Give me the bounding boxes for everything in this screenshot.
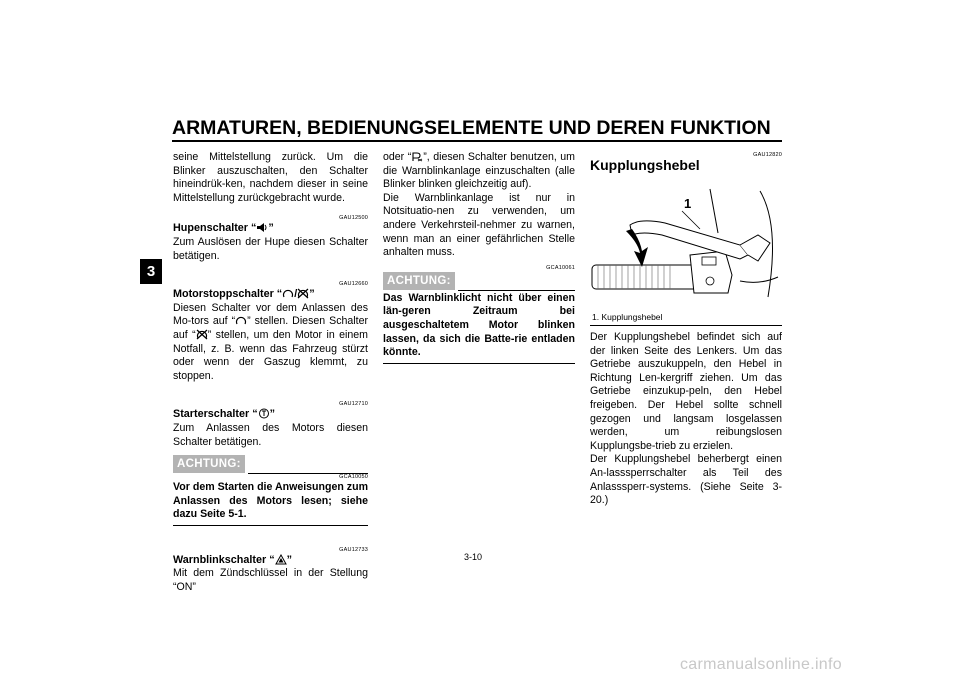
caution-rule (458, 290, 575, 291)
header-rule (172, 140, 782, 142)
starter-switch-text: Zum Anlassen des Motors diesen Schalter betätigen. (173, 421, 368, 448)
chapter-tab: 3 (140, 259, 162, 284)
column-3-body (590, 331, 782, 508)
parking-icon (411, 151, 423, 162)
horn-switch-text: Zum Auslösen der Hupe diesen Schalter betätigen. (173, 235, 368, 262)
page-header-title: ARMATUREN, BEDIENUNGSELEMENTE UND DEREN FUNKTION (172, 117, 771, 139)
watermark: carmanualsonline.info (680, 656, 842, 673)
clutch-lever-heading: Kupplungshebel (590, 157, 700, 173)
run-icon (282, 288, 294, 299)
stop-icon (196, 329, 208, 340)
starter-switch-heading: Starterschalter “ ” (173, 408, 276, 421)
clutch-lever-text: Der Kupplungshebel befindet sich auf der linken Seite des Lenkers. Um das Getriebe auszukuppeln, den Hebel in Richtung Len-kergriff ziehen. Um das Getriebe einzukup-peln, den Hebel freigeben. Der Hebel sollte schnell gezogen und langsam losgelassen werden, um reibungslosen Kupplungsbe-trieb zu erzielen. (590, 331, 782, 452)
caution-label: ACHTUNG: (383, 272, 455, 290)
column-1 (173, 151, 368, 595)
caution-end-rule (383, 363, 575, 364)
run-icon (235, 315, 247, 326)
stop-icon (297, 288, 309, 299)
caution-code: GCA10061 (546, 264, 575, 271)
section-code: GAU12820 (753, 152, 782, 158)
hazard-usage-text: Die Warnblinkanlage ist nur in Notsituatio-nen zu verwenden, um andere Verkehrsteil-nehmer zu warnen, wenn man an einer gefährlichen Stelle anhalten muss. (383, 191, 575, 259)
page-number: 3-10 (464, 552, 483, 562)
caution-end-rule (173, 525, 368, 526)
engine-stop-text: Diesen Schalter vor dem Anlassen des Mo-tors auf “ ” stellen. Diesen Schalter auf “ ” stellen, um den Motor in einem Notfall, z. B. wenn das Fahrzeug stürzt oder wenn der Gaszug klemmt, zu stoppen. (173, 301, 368, 382)
horn-switch-heading: Hupenschalter “ ” (173, 222, 274, 235)
clutch-lever-text-2: Der Kupplungshebel beherbergt einen An-lasssperrschalter als Teil des Anlasssperr-systems. (Siehe Seite 3-20.) (590, 453, 782, 507)
caution-label: ACHTUNG: (173, 455, 245, 473)
engine-stop-heading: Motorstoppschalter “ / ” (173, 288, 315, 301)
section-code: GAU12660 (339, 281, 368, 288)
intro-text: seine Mittelstellung zurück. Um die Blinker auszuschalten, den Schalter hineindrük-ken, nachdem dieser in seine Mittelstellung zurückgebracht wurde. (173, 151, 368, 204)
horn-icon (256, 222, 268, 233)
section-code: GAU12710 (339, 401, 368, 408)
figure-caption: 1. Kupplungshebel (592, 312, 663, 322)
caution-text: Vor dem Starten die Anweisungen zum Anlassen des Motors lesen; siehe dazu Seite 5-1. (173, 481, 368, 521)
caption-rule (590, 325, 782, 326)
caution-text: Das Warnblinklicht nicht über einen län-geren Zeitraum bei ausgeschaltetem Motor blinken lassen, da sich die Batte-rie entladen könnte. (383, 291, 575, 359)
caution-rule (248, 473, 368, 474)
section-code: GAU12500 (339, 215, 368, 222)
caution-header (383, 272, 575, 292)
starter-icon (258, 408, 270, 419)
section-code: GAU12733 (339, 546, 368, 553)
column-2 (383, 151, 575, 364)
figure-callout: 1 (684, 196, 692, 211)
hazard-icon (275, 554, 287, 565)
hazard-continued-text: oder “ ”, diesen Schalter benutzen, um die Warnblinkanlage einzuschalten (alle Blinker blinken gleichzeitig auf). (383, 151, 575, 191)
hazard-switch-heading: Warnblinkschalter “ ” (173, 553, 293, 566)
caution-code: GCA10050 (339, 474, 368, 481)
column-3 (590, 151, 782, 173)
hazard-switch-text: Mit dem Zündschlüssel in der Stellung “ON” (173, 567, 368, 594)
caution-header (173, 455, 368, 475)
